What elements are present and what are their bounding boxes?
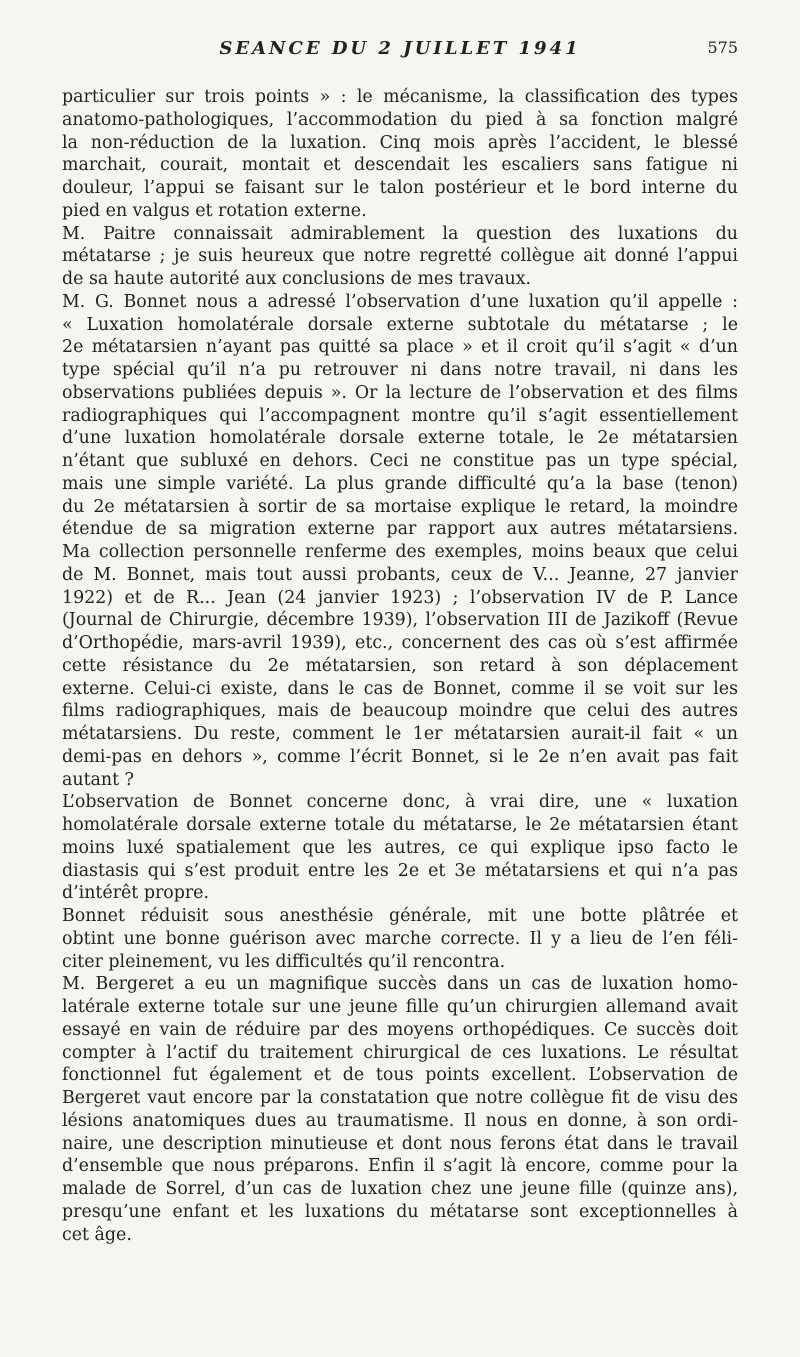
text-line: Bergeret vaut encore par la constatation que notre collègue fit de visu des <box>62 1088 738 1108</box>
text-line: moins luxé spatialement que les autres, ce qui explique ipso facto le <box>62 837 738 858</box>
text-line: particulier sur trois points » : le mécanisme, la classification des types <box>62 87 738 107</box>
text-line: M. Paitre connaissait admirablement la question des luxations du <box>62 223 738 244</box>
text-line: malade de Sorrel, d’un cas de luxation chez une jeune fille (quinze ans), <box>62 1179 738 1199</box>
text-line: d’Orthopédie, mars-avril 1939), etc., concernent des cas où s’est affirmée <box>62 633 738 653</box>
text-line: de sa haute autorité aux conclusions de mes travaux. <box>62 269 532 289</box>
text-line: de M. Bonnet, mais tout aussi probants, ceux de V... Jeanne, 27 janvier <box>62 564 738 585</box>
text-line: n’étant que subluxé en dehors. Ceci ne constitue pas un type spécial, <box>62 451 738 471</box>
text-line: citer pleinement, vu les difficultés qu’il rencontra. <box>62 951 506 972</box>
text-line: « Luxation homolatérale dorsale externe subtotale du métatarse ; le <box>62 314 738 335</box>
text-line: essayé en vain de réduire par des moyens orthopédiques. Ce succès doit <box>62 1019 738 1040</box>
page-header <box>62 38 738 64</box>
running-head: SEANCE DU 2 JUILLET 1941 <box>219 38 581 59</box>
text-line: diastasis qui s’est produit entre les 2e et 3e métatarsiens et qui n’a pas <box>62 860 738 881</box>
text-line: d’ensemble que nous préparons. Enfin il s’agit là encore, comme pour la <box>62 1156 738 1177</box>
text-line: type spécial qu’il n’a pu retrouver ni dans notre travail, ni dans les <box>62 360 738 380</box>
text-line: étendue de sa migration externe par rapport aux autres métatarsiens. <box>62 519 738 540</box>
text-line: M. Bergeret a eu un magnifique succès dans un cas de luxation homo- <box>62 974 738 995</box>
text-line: obtint une bonne guérison avec marche correcte. Il y a lieu de l’en féli- <box>62 928 738 949</box>
body-text <box>62 86 738 1246</box>
text-line: naire, une description minutieuse et dont nous ferons état dans le travail <box>62 1133 738 1154</box>
text-line: d’intérêt propre. <box>62 883 210 904</box>
text-line: la non-réduction de la luxation. Cinq mois après l’accident, le blessé <box>62 132 738 153</box>
text-line: externe. Celui-ci existe, dans le cas de Bonnet, comme il se voit sur les <box>62 678 738 699</box>
text-line: compter à l’actif du traitement chirurgical de ces luxations. Le résultat <box>62 1042 738 1063</box>
text-line: demi-pas en dehors », comme l’écrit Bonnet, si le 2e n’en avait pas fait <box>62 746 738 767</box>
text-line: (Journal de Chirurgie, décembre 1939), l’observation III de Jazikoff (Revue <box>62 610 738 631</box>
page-number: 575 <box>707 38 738 57</box>
text-line: d’une luxation homolatérale dorsale externe totale, le 2e métatarsien <box>62 428 738 449</box>
text-line: douleur, l’appui se faisant sur le talon postérieur et le bord interne du <box>62 178 738 198</box>
text-line: observations publiées depuis ». Or la lecture de l’observation et des films <box>62 382 738 403</box>
text-line: Bonnet réduisit sous anesthésie générale, mit une botte plâtrée et <box>62 906 738 926</box>
text-line: pied en valgus et rotation externe. <box>62 200 367 221</box>
text-line: mais une simple variété. La plus grande difficulté qu’a la base (tenon) <box>62 473 738 494</box>
text-line: fonctionnel fut également et de tous points excellent. L’observation de <box>62 1065 738 1086</box>
text-line: M. G. Bonnet nous a adressé l’observation d’une luxation qu’il appelle : <box>62 291 738 312</box>
text-line: autant ? <box>62 769 134 790</box>
text-line: presqu’une enfant et les luxations du métatarse sont exceptionnelles à <box>62 1201 738 1222</box>
text-line: anatomo-pathologiques, l’accommodation du pied à sa fonction malgré <box>62 109 738 130</box>
text-line: films radiographiques, mais de beaucoup moindre que celui des autres <box>62 701 738 722</box>
text-line: Ma collection personnelle renferme des exemples, moins beaux que celui <box>62 542 738 562</box>
text-line: 1922) et de R... Jean (24 janvier 1923) ; l’observation IV de P. Lance <box>62 587 738 608</box>
text-line: homolatérale dorsale externe totale du métatarse, le 2e métatarsien étant <box>62 815 738 835</box>
text-line: cette résistance du 2e métatarsien, son retard à son déplacement <box>62 655 738 676</box>
text-line: métatarse ; je suis heureux que notre regretté collègue ait donné l’appui <box>62 246 738 267</box>
text-line: cet âge. <box>62 1224 132 1245</box>
text-line: marchait, courait, montait et descendait les escaliers sans fatigue ni <box>62 155 738 176</box>
text-line: L’observation de Bonnet concerne donc, à vrai dire, une « luxation <box>62 792 738 813</box>
text-line: métatarsiens. Du reste, comment le 1er métatarsien aurait-il fait « un <box>62 724 738 744</box>
text-line: latérale externe totale sur une jeune fille qu’un chirurgien allemand avait <box>62 997 738 1017</box>
text-line: du 2e métatarsien à sortir de sa mortaise explique le retard, la moindre <box>62 496 738 517</box>
text-line: lésions anatomiques dues au traumatisme. Il nous en donne, à son ordi- <box>62 1110 738 1131</box>
text-line: radiographiques qui l’accompagnent montre qu’il s’agit essentiellement <box>62 405 738 426</box>
text-line: 2e métatarsien n’ayant pas quitté sa place » et il croit qu’il s’agit « d’un <box>62 337 738 358</box>
